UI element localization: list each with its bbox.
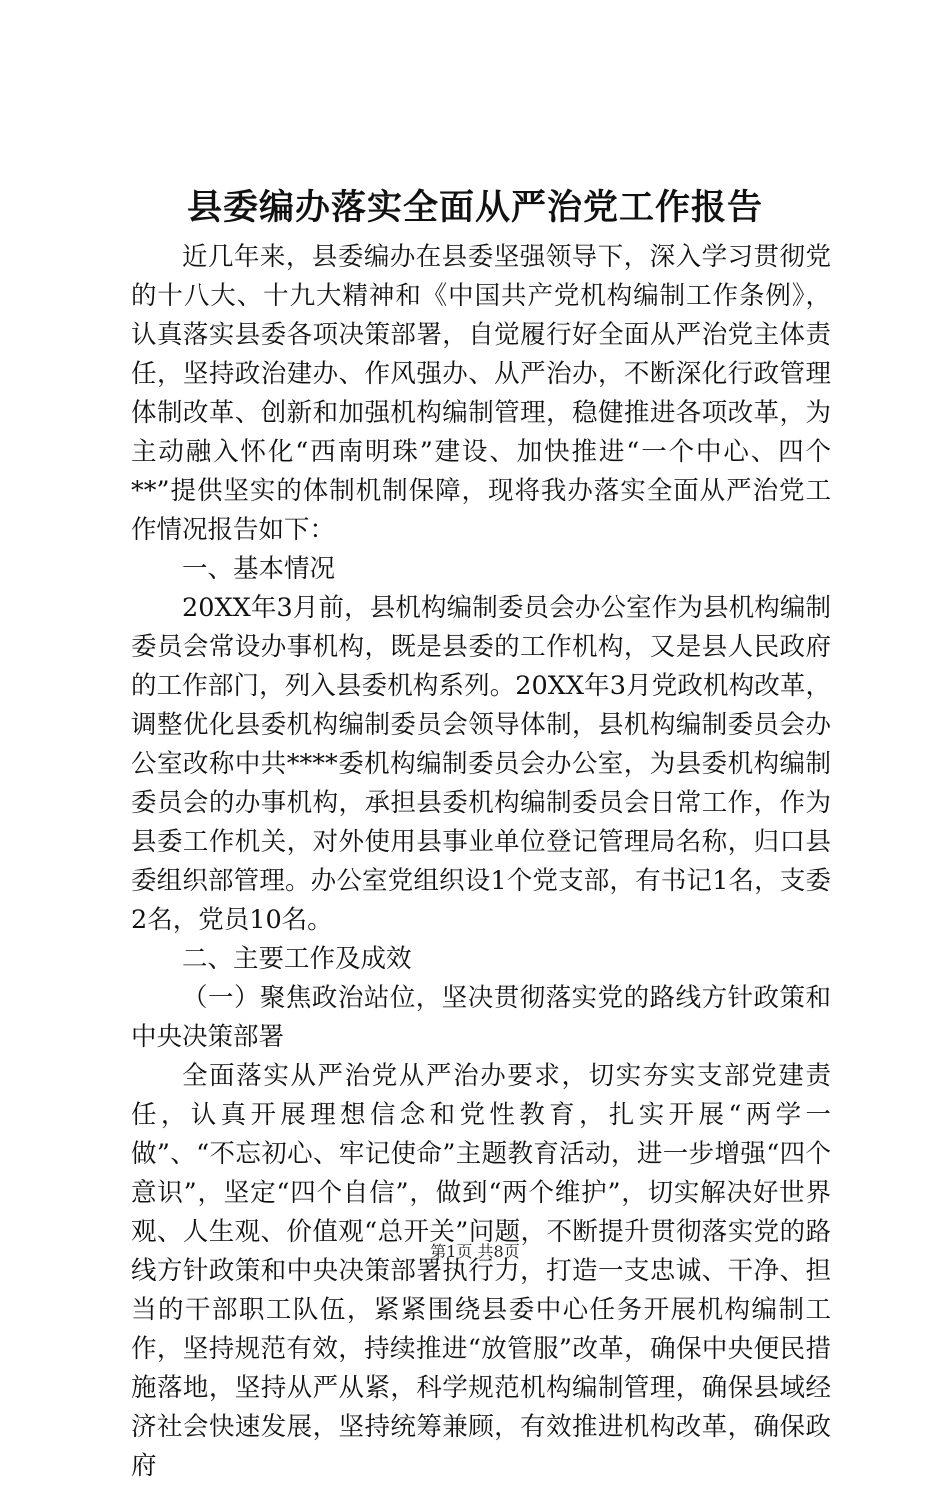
document-title: 县委编办落实全面从严治党工作报告 <box>186 187 763 228</box>
section-heading-main-work: 二、主要工作及成效 <box>182 944 412 974</box>
political-stance-paragraph: 全面落实从严治党从严治办要求，切实夯实支部党建责任，认真开展理想信念和党性教育，扎实开展“两学一做”、“不忘初心、牢记使命”主题教育活动，进一步增强“四个意识”，坚定“四个自信”，做到“两个维护”，切实解决好世界观、人生观、价值观“总开关”问题，不断提升贯彻落实党的路线方针政策和中央决策部署执行力，打造一支忠诚、干净、担当的干部职工队伍，紧紧围绕县委中心任务开展机构编制工作，坚持规范有效，持续推进“放管服”改革，确保中央便民措施落地，坚持从严从紧，科学规范机构编制管理，确保县域经济社会快速发展，坚持统筹兼顾，有效推进机构改革，确保政府 <box>131 1061 831 1481</box>
section-heading-basic-situation: 一、基本情况 <box>182 554 336 584</box>
subsection-heading-political-stance: （一）聚焦政治站位，坚决贯彻落实党的路线方针政策和中央决策部署 <box>131 983 831 1052</box>
intro-paragraph: 近几年来，县委编办在县委坚强领导下，深入学习贯彻党的十八大、十九大精神和《中国共产党机构编制工作条例》，认真落实县委各项决策部署，自觉履行好全面从严治党主体责任，坚持政治建办、作风强办、从严治办，不断深化行政管理体制改革、创新和加强机构编制管理，稳健推进各项改革，为主动融入怀化“西南明珠”建设、加快推进“一个中心、四个**”提供坚实的体制机制保障，现将我办落实全面从严治党工作情况报告如下： <box>131 242 831 545</box>
page-number-footer: 第1页 共8页 <box>430 1242 520 1261</box>
document-body <box>131 238 831 1486</box>
basic-situation-paragraph: 20XX年3月前，县机构编制委员会办公室作为县机构编制委员会常设办事机构，既是县委的工作机构，又是县人民政府的工作部门，列入县委机构系列。20XX年3月党政机构改革，调整优化县委机构编制委员会领导体制，县机构编制委员会办公室改称中共****委机构编制委员会办公室，为县委机构编制委员会的办事机构，承担县委机构编制委员会日常工作，作为县委工作机关，对外使用县事业单位登记管理局名称，归口县委组织部管理。办公室党组织设1个党支部，有书记1名，支委2名，党员10名。 <box>131 593 831 935</box>
